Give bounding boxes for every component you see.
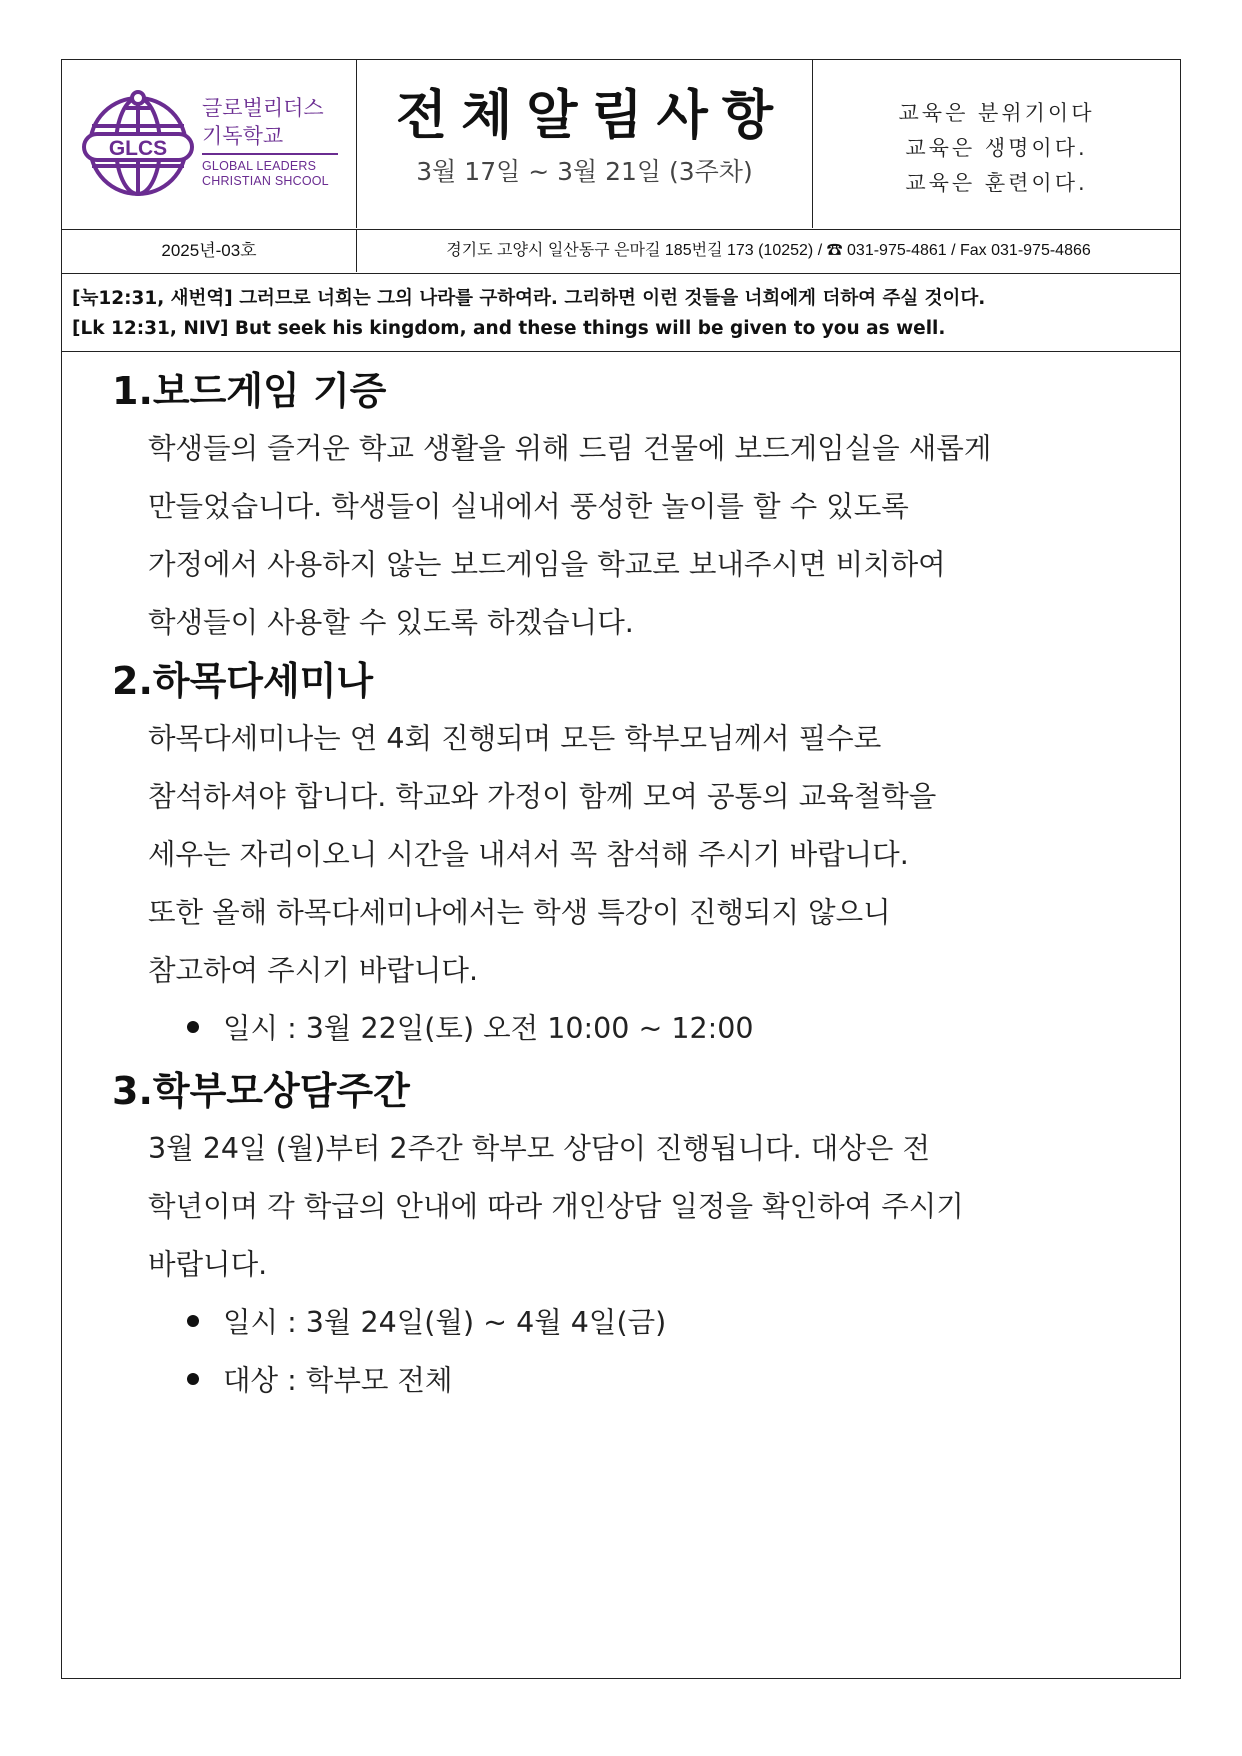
bullet-dot-icon: [187, 1315, 199, 1327]
school-name: [202, 94, 342, 189]
section-number: 1.: [112, 369, 153, 413]
motto-line: 교육은 분위기이다: [898, 101, 1095, 125]
section-title: [112, 1066, 410, 1116]
section-heading: 학부모상담주간: [152, 1069, 410, 1113]
body-line: 바랍니다.: [148, 1248, 268, 1281]
section-heading: 하목다세미나: [152, 659, 374, 703]
body-line: 하목다세미나는 연 4회 진행되며 모든 학부모님께서 필수로: [148, 722, 882, 755]
body-line: 또한 올해 하목다세미나에서는 학생 특강이 진행되지 않으니: [148, 896, 891, 929]
body-line: 만들었습니다. 학생들이 실내에서 풍성한 놀이를 할 수 있도록: [148, 490, 909, 523]
section-body: [148, 420, 1168, 652]
week-range: 3월 17일 ~ 3월 21일 (3주차): [416, 157, 753, 186]
body-line: 학생들이 사용할 수 있도록 하겠습니다.: [148, 606, 634, 639]
bullet-text: 일시 : 3월 22일(토) 오전 10:00 ~ 12:00: [223, 1012, 754, 1045]
bullet-text: 대상 : 학부모 전체: [223, 1364, 453, 1397]
motto-cell: [813, 60, 1180, 228]
motto-line: 교육은 생명이다.: [905, 136, 1088, 160]
body-line: 세우는 자리이오니 시간을 내셔서 꼭 참석해 주시기 바랍니다.: [148, 838, 909, 871]
globe-logo-icon: [80, 86, 196, 202]
verse-english: [Lk 12:31, NIV] But seek his kingdom, and these things will be given to you as well.: [72, 318, 946, 339]
motto-line: 교육은 훈련이다.: [905, 171, 1088, 195]
body-line: 학년이며 각 학급의 안내에 따라 개인상담 일정을 확인하여 주시기: [148, 1190, 964, 1223]
section-number: 2.: [112, 659, 153, 703]
school-name-kr-2: 기독학교: [202, 124, 284, 148]
section-body: [148, 710, 1168, 1000]
school-name-kr-1: 글로벌리더스: [202, 96, 324, 120]
bullet-text: 일시 : 3월 24일(월) ~ 4월 4일(금): [223, 1306, 667, 1339]
bullet-item: [187, 1000, 754, 1058]
bullet-item: [187, 1294, 666, 1352]
section-heading: 보드게임 기증: [152, 369, 387, 413]
body-line: 참석하셔야 합니다. 학교와 가정이 함께 모여 공통의 교육철학을: [148, 780, 937, 813]
section-body: [148, 1120, 1168, 1294]
body-line: 학생들의 즐거운 학교 생활을 위해 드림 건물에 보드게임실을 새롭게: [148, 432, 992, 465]
body-line: 가정에서 사용하지 않는 보드게임을 학교로 보내주시면 비치하여: [148, 548, 946, 581]
school-name-en-1: GLOBAL LEADERS: [202, 159, 317, 173]
school-logo-cell: [62, 60, 357, 228]
section-title: [112, 656, 373, 706]
body-line: 3월 24일 (월)부터 2주간 학부모 상담이 진행됩니다. 대상은 전: [148, 1132, 930, 1165]
title-cell: [357, 60, 813, 228]
section-title: [112, 366, 386, 416]
section-number: 3.: [112, 1069, 153, 1113]
info-row: [62, 230, 1180, 274]
logo-mark-text: GLCS: [108, 137, 168, 160]
bible-verse: [62, 274, 1180, 352]
header-row: [62, 60, 1180, 230]
notice-frame: [61, 59, 1181, 1679]
issue-number: 2025년-03호: [62, 230, 357, 272]
logo-divider: [202, 153, 338, 155]
bullet-item: [187, 1352, 453, 1410]
bullet-dot-icon: [187, 1021, 199, 1033]
school-address: 경기도 고양시 일산동구 은마길 185번길 173 (10252) / ☎ 031-975-4861 / Fax 031-975-4866: [446, 242, 1091, 259]
school-name-en-2: CHRISTIAN SHCOOL: [202, 174, 329, 188]
verse-korean: [눅12:31, 새번역] 그러므로 너희는 그의 나라를 구하여라. 그리하면 이런 것들을 너희에게 더하여 주실 것이다.: [72, 288, 986, 309]
page-title: 전체알림사항: [395, 85, 788, 146]
body-line: 참고하여 주시기 바랍니다.: [148, 954, 479, 987]
bullet-dot-icon: [187, 1373, 199, 1385]
